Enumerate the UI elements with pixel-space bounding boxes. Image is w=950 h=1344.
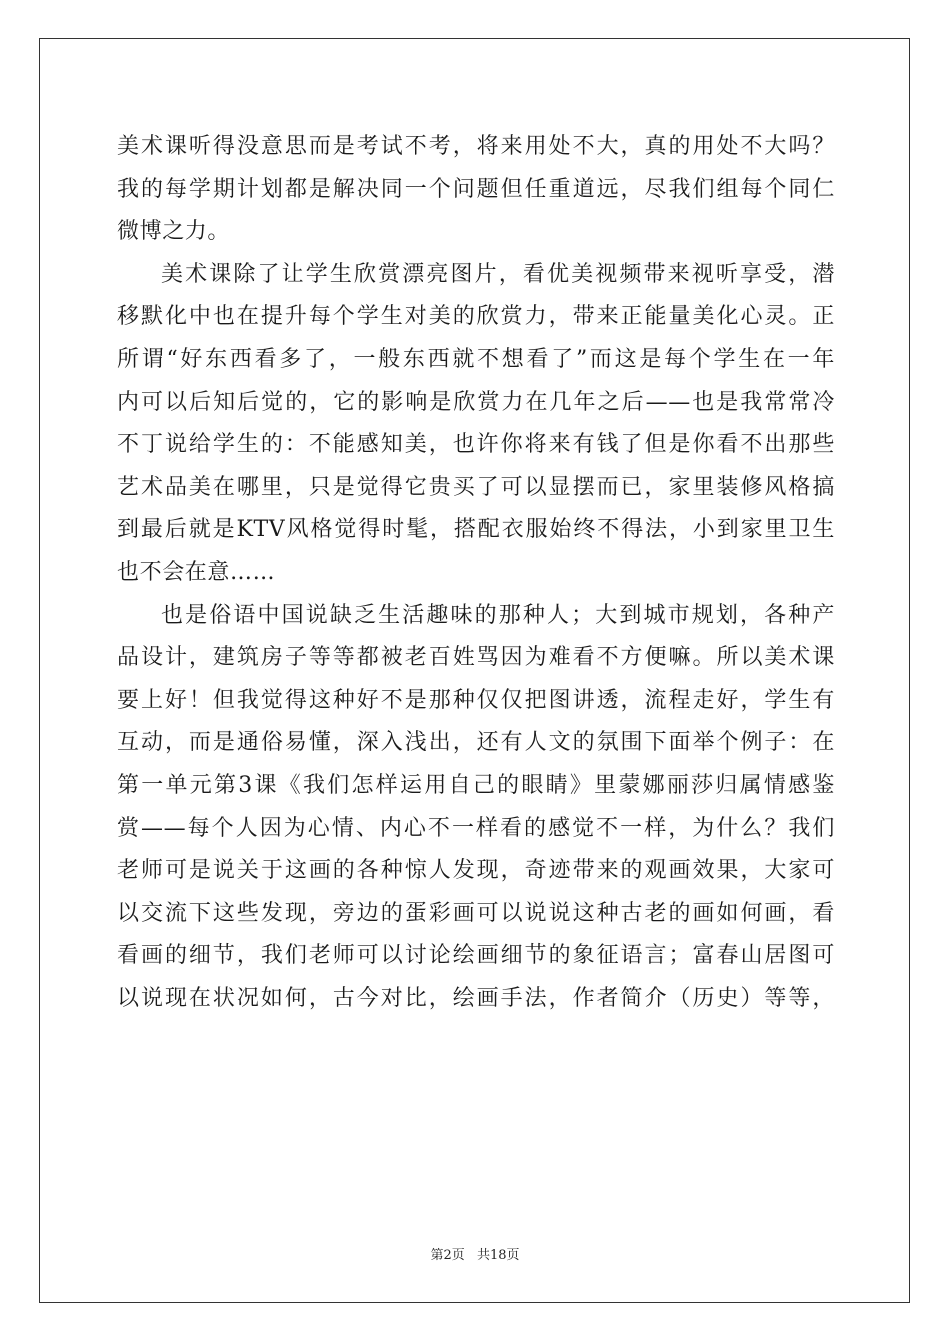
text-line: 微博之力。 [117,219,231,245]
text-line: 看画的细节，我们老师可以讨论绘画细节的象征语言；富春山居图可 [117,943,835,969]
text-line: 所谓“好东西看多了，一般东西就不想看了”而这是每个学生在一年 [117,346,835,372]
paragraph-2 [117,254,835,595]
text-line: 要上好！但我觉得这种好不是那种仅仅把图讲透，流程走好，学生有 [117,687,835,713]
page-footer [0,1244,950,1263]
text-line: 以说现在状况如何，古今对比，绘画手法，作者简介（历史）等等， [117,985,835,1011]
text-line: 老师可是说关于这画的各种惊人发现，奇迹带来的观画效果，大家可 [117,858,835,884]
text-line: 互动，而是通俗易懂，深入浅出，还有人文的氛围下面举个例子：在 [117,730,835,756]
text-line: 也不会在意…… [117,559,276,585]
paragraph-3 [117,595,835,1021]
paragraph-1 [117,126,835,254]
text-line: 以交流下这些发现，旁边的蛋彩画可以说说这种古老的画如何画，看 [117,900,835,926]
text-line: 艺术品美在哪里，只是觉得它贵买了可以显摆而已，家里装修风格搞 [117,474,835,500]
page-number-total: 共18页 [476,1248,520,1263]
text-line: 我的每学期计划都是解决同一个问题但任重道远，尽我们组每个同仁 [117,176,835,202]
text-line: 内可以后知后觉的，它的影响是欣赏力在几年之后——也是我常常冷 [117,389,835,415]
text-line: 赏——每个人因为心情、内心不一样看的感觉不一样，为什么？我们 [117,815,835,841]
text-line: 到最后就是KTV风格觉得时髦，搭配衣服始终不得法，小到家里卫生 [117,517,835,543]
text-line: 第一单元第3课《我们怎样运用自己的眼睛》里蒙娜丽莎归属情感鉴 [117,772,835,798]
page-number-current: 第2页 [430,1248,465,1263]
text-line: 美术课听得没意思而是考试不考，将来用处不大，真的用处不大吗？ [117,134,835,159]
document-body [117,126,835,1020]
text-line: 也是俗语中国说缺乏生活趣味的那种人；大到城市规划，各种产 [161,602,835,628]
text-line: 品设计，建筑房子等等都被老百姓骂因为难看不方便嘛。所以美术课 [117,645,835,671]
text-line: 移默化中也在提升每个学生对美的欣赏力，带来正能量美化心灵。正 [117,304,835,330]
text-line: 美术课除了让学生欣赏漂亮图片，看优美视频带来视听享受，潜 [161,261,835,287]
text-line: 不丁说给学生的：不能感知美，也许你将来有钱了但是你看不出那些 [117,432,835,458]
